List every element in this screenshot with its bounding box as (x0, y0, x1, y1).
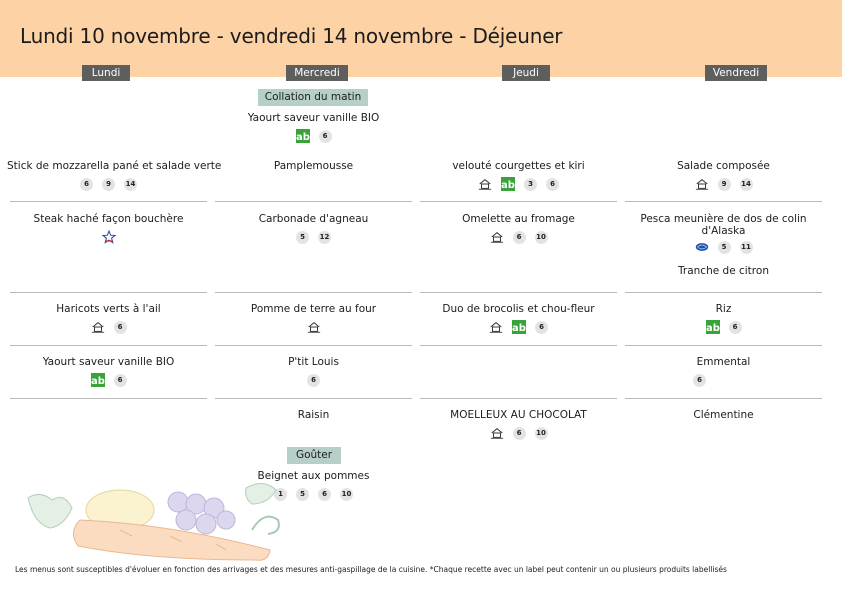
dish-name: Duo de brocolis et chou-fleur (442, 303, 595, 315)
row-separator (625, 345, 822, 346)
row-separator (420, 345, 617, 346)
dish-name: MOELLEUX AU CHOCOLAT (450, 409, 587, 421)
allergen-badge: 12 (318, 231, 331, 244)
jeudi-dessert (417, 409, 620, 440)
allergen-badge: 9 (718, 178, 731, 191)
allergen-badge: 5 (296, 488, 309, 501)
mercredi-dessert (212, 409, 415, 421)
svg-text:ab: ab (295, 132, 310, 143)
badge-row (417, 426, 620, 440)
allergen-badge: 5 (718, 241, 731, 254)
row-separator (10, 345, 207, 346)
mercredi-entree (212, 160, 415, 172)
badge-row (417, 320, 620, 334)
svg-text:ab: ab (512, 323, 526, 334)
fait-maison-icon (490, 230, 504, 244)
badge-row (417, 177, 620, 191)
allergen-badge: 10 (535, 427, 548, 440)
dish-name: Yaourt saveur vanille BIO (247, 112, 380, 124)
badge-row (7, 320, 210, 334)
page-title: Lundi 10 novembre - vendredi 14 novembre - Déjeuner (20, 24, 563, 48)
allergen-badge: 14 (740, 178, 753, 191)
svg-text:ab: ab (705, 323, 720, 334)
lundi-plat (7, 213, 210, 244)
allergen-badge: 14 (124, 178, 137, 191)
day-tab-mercredi: Mercredi (286, 65, 348, 81)
allergen-badge: 6 (114, 321, 127, 334)
allergen-badge: 6 (546, 178, 559, 191)
badge-row (212, 129, 415, 143)
allergen-badge: 6 (513, 427, 526, 440)
badge-row (212, 230, 415, 244)
dish-name: Pomme de terre au four (250, 303, 377, 315)
badge-row (212, 320, 415, 334)
collation-dish (212, 112, 415, 143)
ab-bio-label-icon (706, 320, 720, 334)
allergen-badge: 6 (729, 321, 742, 334)
dish-name: Pesca meunière de dos de colin d'Alaska (640, 213, 807, 237)
footer-note: Les menus sont susceptibles d'évoluer en fonction des arrivages et des mesures anti-gaspillage de la cuisine. *Chaque recette avec un label peut contenir un ou plusieurs produits labellisés (15, 565, 727, 574)
row-separator (625, 292, 822, 293)
badge-row (622, 240, 825, 254)
dish-name: Steak haché façon bouchère (33, 213, 184, 225)
day-tab-jeudi: Jeudi (502, 65, 550, 81)
row-separator (215, 398, 412, 399)
dish-name: Haricots verts à l'ail (56, 303, 161, 315)
allergen-badge: 9 (102, 178, 115, 191)
lundi-entree (7, 160, 222, 191)
allergen-badge: 11 (740, 241, 753, 254)
dish-name: Salade composée (677, 160, 770, 172)
allergen-badge: 6 (114, 374, 127, 387)
allergen-badge: 6 (513, 231, 526, 244)
row-separator (10, 201, 207, 202)
ab-bio-label-icon (501, 177, 515, 191)
row-separator (215, 201, 412, 202)
allergen-badge: 6 (535, 321, 548, 334)
day-tab-lundi: Lundi (82, 65, 130, 81)
dish-name: Raisin (297, 409, 330, 421)
vendredi-plat (622, 213, 825, 254)
vendredi-dessert (622, 409, 825, 421)
dish-name: Yaourt saveur vanille BIO (42, 356, 175, 368)
badge-row (417, 230, 620, 244)
fait-maison-icon (695, 177, 709, 191)
vendredi-fromage (622, 356, 825, 387)
dish-name: velouté courgettes et kiri (452, 160, 585, 172)
viande-francaise-icon (102, 230, 116, 244)
dish-name: Carbonade d'agneau (258, 213, 369, 225)
dish-name: Tranche de citron (678, 265, 769, 277)
lundi-garniture (7, 303, 210, 334)
allergen-badge: 5 (296, 231, 309, 244)
jeudi-entree (417, 160, 620, 191)
collation-label: Collation du matin (258, 89, 368, 106)
row-separator (625, 201, 822, 202)
dish-name: Emmental (696, 356, 751, 368)
jeudi-plat (417, 213, 620, 244)
badge-row (7, 230, 210, 244)
allergen-badge: 6 (307, 374, 320, 387)
row-separator (215, 345, 412, 346)
gouter-label: Goûter (287, 447, 341, 464)
row-separator (10, 292, 207, 293)
dish-name: Omelette au fromage (462, 213, 575, 225)
dish-name: Beignet aux pommes (257, 470, 370, 482)
svg-text:ab: ab (501, 180, 515, 191)
ab-bio-label-icon (91, 373, 105, 387)
badge-row (212, 373, 415, 387)
mercredi-plat (212, 213, 415, 244)
fait-maison-icon (91, 320, 105, 334)
row-separator (625, 398, 822, 399)
ab-bio-label-icon (512, 320, 526, 334)
row-separator (420, 201, 617, 202)
lundi-dessert (7, 356, 210, 387)
row-separator (215, 292, 412, 293)
badge-row (622, 177, 825, 191)
badge-row (622, 373, 825, 387)
ab-bio-label-icon (296, 129, 310, 143)
dish-name: P'tit Louis (288, 356, 339, 368)
badge-row (7, 373, 210, 387)
row-separator (420, 292, 617, 293)
day-tab-vendredi: Vendredi (705, 65, 767, 81)
allergen-badge: 1 (274, 488, 287, 501)
dish-name: Stick de mozzarella pané et salade verte (7, 160, 222, 172)
row-separator (420, 398, 617, 399)
badge-row (7, 177, 210, 191)
mercredi-fromage (212, 356, 415, 387)
jeudi-garniture (417, 303, 620, 334)
vendredi-entree (622, 160, 825, 191)
dish-name: Clémentine (693, 409, 754, 421)
fait-maison-icon (489, 320, 503, 334)
allergen-badge: 6 (80, 178, 93, 191)
vendredi-accompagnement (622, 265, 825, 277)
svg-text:ab: ab (90, 376, 105, 387)
allergen-badge: 6 (319, 130, 332, 143)
badge-row (622, 320, 825, 334)
row-separator (10, 398, 207, 399)
allergen-badge: 10 (340, 488, 353, 501)
allergen-badge: 10 (535, 231, 548, 244)
mercredi-garniture (212, 303, 415, 334)
msc-fish-label-icon (695, 240, 709, 254)
allergen-badge: 6 (693, 374, 706, 387)
allergen-badge: 3 (524, 178, 537, 191)
fruits-vegetables-illustration (20, 480, 290, 565)
fait-maison-icon (307, 320, 321, 334)
fait-maison-icon (490, 426, 504, 440)
dish-name: Riz (715, 303, 732, 315)
fait-maison-icon (478, 177, 492, 191)
dish-name: Pamplemousse (273, 160, 354, 172)
allergen-badge: 6 (318, 488, 331, 501)
vendredi-garniture (622, 303, 825, 334)
